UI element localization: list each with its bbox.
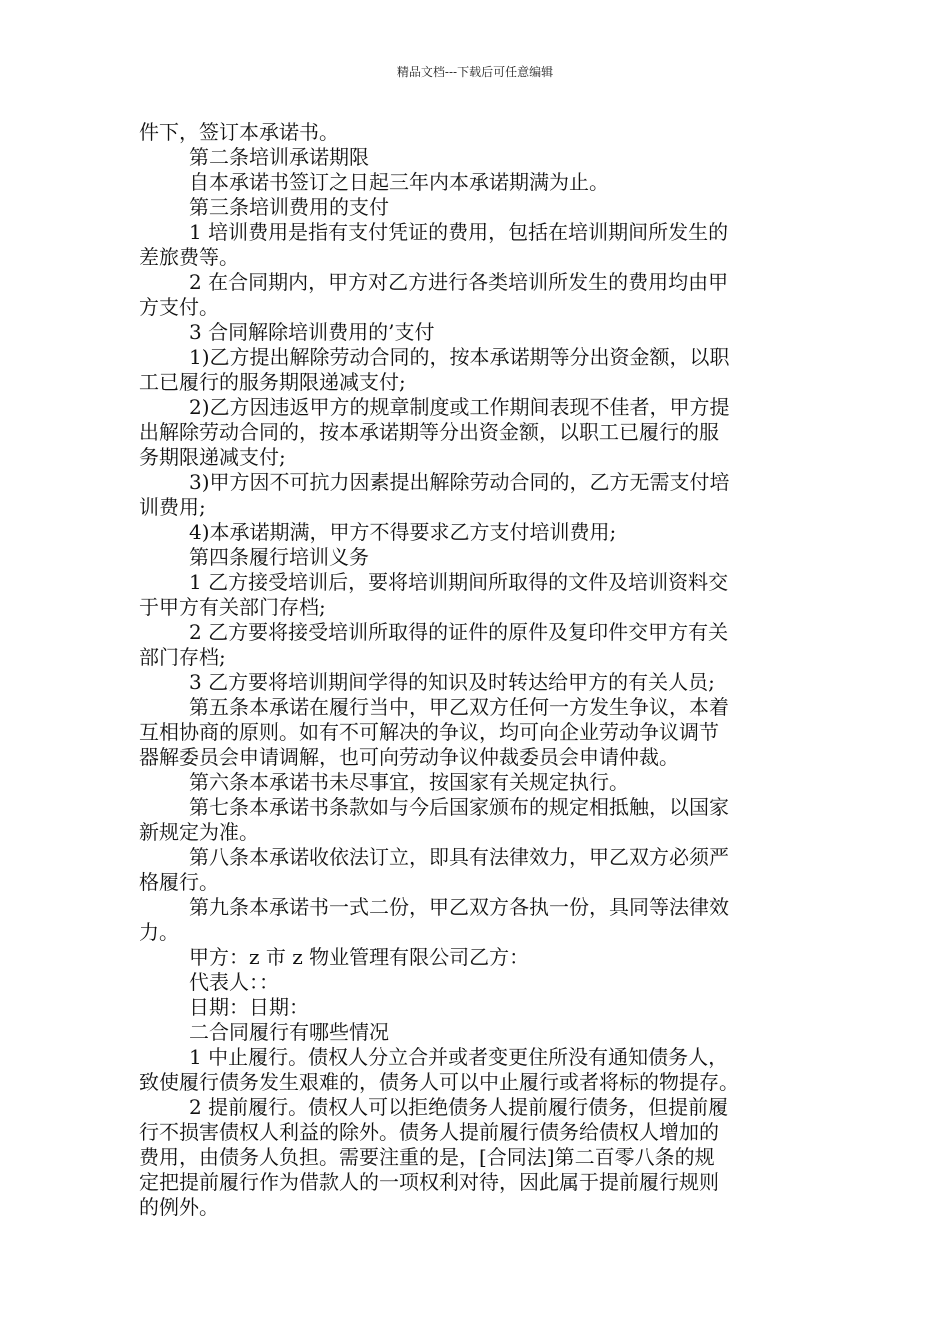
text-line: 方支付。 — [139, 295, 219, 319]
text-line: 第九条本承诺书一式二份，甲乙双方各执一份，具同等法律效 — [189, 895, 729, 919]
text-line: 于甲方有关部门存档; — [139, 595, 326, 619]
text-line: 第三条培训费用的支付 — [189, 195, 389, 219]
document-body — [139, 120, 811, 1220]
text-line: 2 乙方要将接受培训所取得的证件的原件及复印件交甲方有关 — [189, 620, 729, 644]
text-line: 部门存档; — [139, 645, 226, 669]
text-line: 1 中止履行。债权人分立合并或者变更住所没有通知债务人， — [189, 1045, 729, 1069]
text-line: 第八条本承诺收依法订立，即具有法律效力，甲乙双方必须严 — [189, 845, 729, 869]
text-line: 1 培训费用是指有支付凭证的费用，包括在培训期间所发生的 — [189, 220, 729, 244]
text-line: 格履行。 — [139, 870, 219, 894]
text-line: 甲方：z 市 z 物业管理有限公司乙方： — [189, 945, 530, 969]
text-line: 行不损害债权人利益的除外。债务人提前履行债务给债权人增加的 — [139, 1120, 719, 1144]
text-line: 3)甲方因不可抗力因素提出解除劳动合同的，乙方无需支付培 — [189, 470, 730, 494]
text-line: 出解除劳动合同的，按本承诺期等分出资金额，以职工已履行的服 — [139, 420, 719, 444]
text-line: 2 提前履行。债权人可以拒绝债务人提前履行债务，但提前履 — [189, 1095, 729, 1119]
text-line: 二合同履行有哪些情况 — [189, 1020, 389, 1044]
text-line: 4)本承诺期满，甲方不得要求乙方支付培训费用; — [189, 520, 617, 544]
text-line: 自本承诺书签订之日起三年内本承诺期满为止。 — [189, 170, 609, 194]
page-header: 精品文档---下载后可任意编辑 — [396, 65, 554, 79]
text-line: 代表人：： — [189, 970, 279, 994]
text-line: 务期限递减支付; — [139, 445, 286, 469]
text-line: 的例外。 — [139, 1195, 219, 1219]
text-line: 3 合同解除培训费用的’支付 — [189, 320, 435, 344]
text-line: 3 乙方要将培训期间学得的知识及时转达给甲方的有关人员; — [189, 670, 715, 694]
text-line: 2)乙方因违返甲方的规章制度或工作期间表现不佳者，甲方提 — [189, 395, 730, 419]
text-line: 第五条本承诺在履行当中，甲乙双方任何一方发生争议，本着 — [189, 695, 729, 719]
text-line: 工已履行的服务期限递减支付; — [139, 370, 406, 394]
text-line: 第七条本承诺书条款如与今后国家颁布的规定相抵触，以国家 — [189, 795, 729, 819]
text-line: 第四条履行培训义务 — [189, 545, 369, 569]
text-line: 件下，签订本承诺书。 — [139, 120, 339, 144]
text-line: 定把提前履行作为借款人的一项权利对待，因此属于提前履行规则 — [139, 1170, 719, 1194]
text-line: 训费用; — [139, 495, 206, 519]
text-line: 费用，由债务人负担。需要注重的是，[合同法]第二百零八条的规 — [139, 1145, 715, 1169]
text-line: 1 乙方接受培训后，要将培训期间所取得的文件及培训资料交 — [189, 570, 729, 594]
text-line: 日期：日期： — [189, 995, 309, 1019]
text-line: 第六条本承诺书未尽事宜，按国家有关规定执行。 — [189, 770, 629, 794]
text-line: 差旅费等。 — [139, 245, 239, 269]
text-line: 致使履行债务发生艰难的，债务人可以中止履行或者将标的物提存。 — [139, 1070, 739, 1094]
text-line: 1)乙方提出解除劳动合同的，按本承诺期等分出资金额，以职 — [189, 345, 730, 369]
text-line: 2 在合同期内，甲方对乙方进行各类培训所发生的费用均由甲 — [189, 270, 729, 294]
text-line: 新规定为准。 — [139, 820, 259, 844]
text-line: 互相协商的原则。如有不可解决的争议，均可向企业劳动争议调节 — [139, 720, 719, 744]
text-line: 力。 — [139, 920, 179, 944]
text-line: 第二条培训承诺期限 — [189, 145, 369, 169]
text-line: 器解委员会申请调解，也可向劳动争议仲裁委员会申请仲裁。 — [139, 745, 679, 769]
